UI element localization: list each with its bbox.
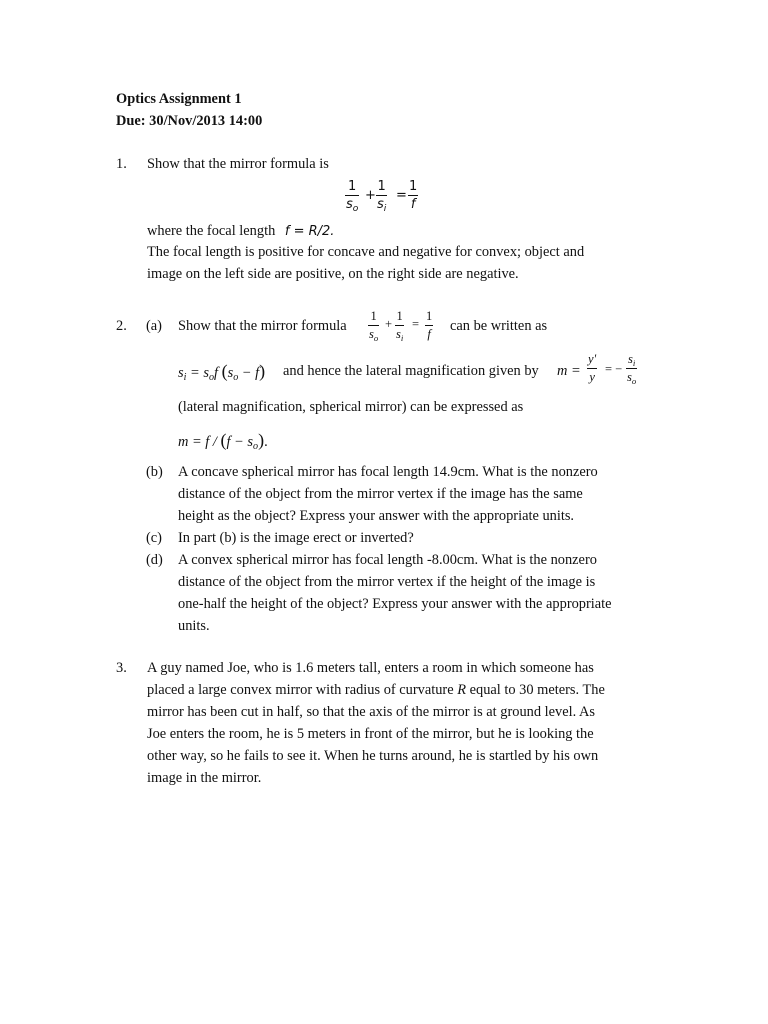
question-text: other way, so he fails to see it. When he turns around, he is startled by his own (147, 748, 599, 764)
question-text: (lateral magnification, spherical mirror) can be expressed as (178, 399, 524, 415)
question-text: distance of the object from the mirror vertex if the height of the image is (178, 574, 596, 590)
fraction-1-over-f: $\frac{1}{f}$ (409, 179, 418, 212)
fraction-1-over-so: $\frac{1}{s_o}$ (346, 179, 359, 214)
question-text: A convex spherical mirror has focal length -8.00cm. What is the nonzero (178, 552, 597, 568)
magnification-result-equation: $m = f / (f - s_o)$. (178, 430, 268, 452)
question-text: Joe enters the room, he is 5 meters in front of the mirror, but he is looking the (147, 726, 594, 742)
question-text: Show that the mirror formula is (147, 156, 329, 172)
focal-length-text: where the focal length f = R/2. (147, 223, 335, 239)
question-text: mirror has been cut in half, so that the axis of the mirror is at ground level. As (147, 704, 595, 720)
assignment-title: Optics Assignment 1 (116, 91, 242, 107)
radius-symbol: R (457, 682, 467, 698)
question-text: one-half the height of the object? Express your answer with the appropriate (178, 596, 612, 612)
question-text: In part (b) is the image erect or inverted? (178, 530, 414, 546)
part-label: (c) (146, 530, 162, 546)
question-text: The focal length is positive for concave and negative for convex; object and (147, 244, 585, 260)
question-text: A concave spherical mirror has focal length 14.9cm. What is the nonzero (178, 464, 598, 480)
question-text: A guy named Joe, who is 1.6 meters tall, enters a room in which someone has (147, 660, 594, 676)
question-text: and hence the lateral magnification given by (283, 363, 539, 379)
due-date: Due: 30/Nov/2013 14:00 (116, 113, 263, 129)
question-text: image on the left side are positive, on the right side are negative. (147, 266, 519, 282)
question-number: 2. (116, 318, 127, 334)
fraction-1-over-si: $\frac{1}{s_i}$ (377, 179, 387, 214)
question-text: Show that the mirror formula (178, 318, 347, 334)
focal-length-equation: f = R/2. (284, 224, 335, 239)
part-label: (b) (146, 464, 163, 480)
question-text: units. (178, 618, 210, 634)
si-equation: $s_i = s_of$ $(s_o - f)$ (178, 361, 266, 383)
question-text: distance of the object from the mirror vertex if the image has the same (178, 486, 583, 502)
question-text: image in the mirror. (147, 770, 262, 786)
question-text: can be written as (450, 318, 548, 334)
part-label: (d) (146, 552, 163, 568)
question-number: 3. (116, 660, 127, 676)
question-number: 1. (116, 156, 127, 172)
question-text: height as the object? Express your answer with the appropriate units. (178, 508, 575, 524)
part-label: (a) (146, 318, 162, 334)
question-text: placed a large convex mirror with radius of curvature R equal to 30 meters. The (147, 682, 605, 698)
